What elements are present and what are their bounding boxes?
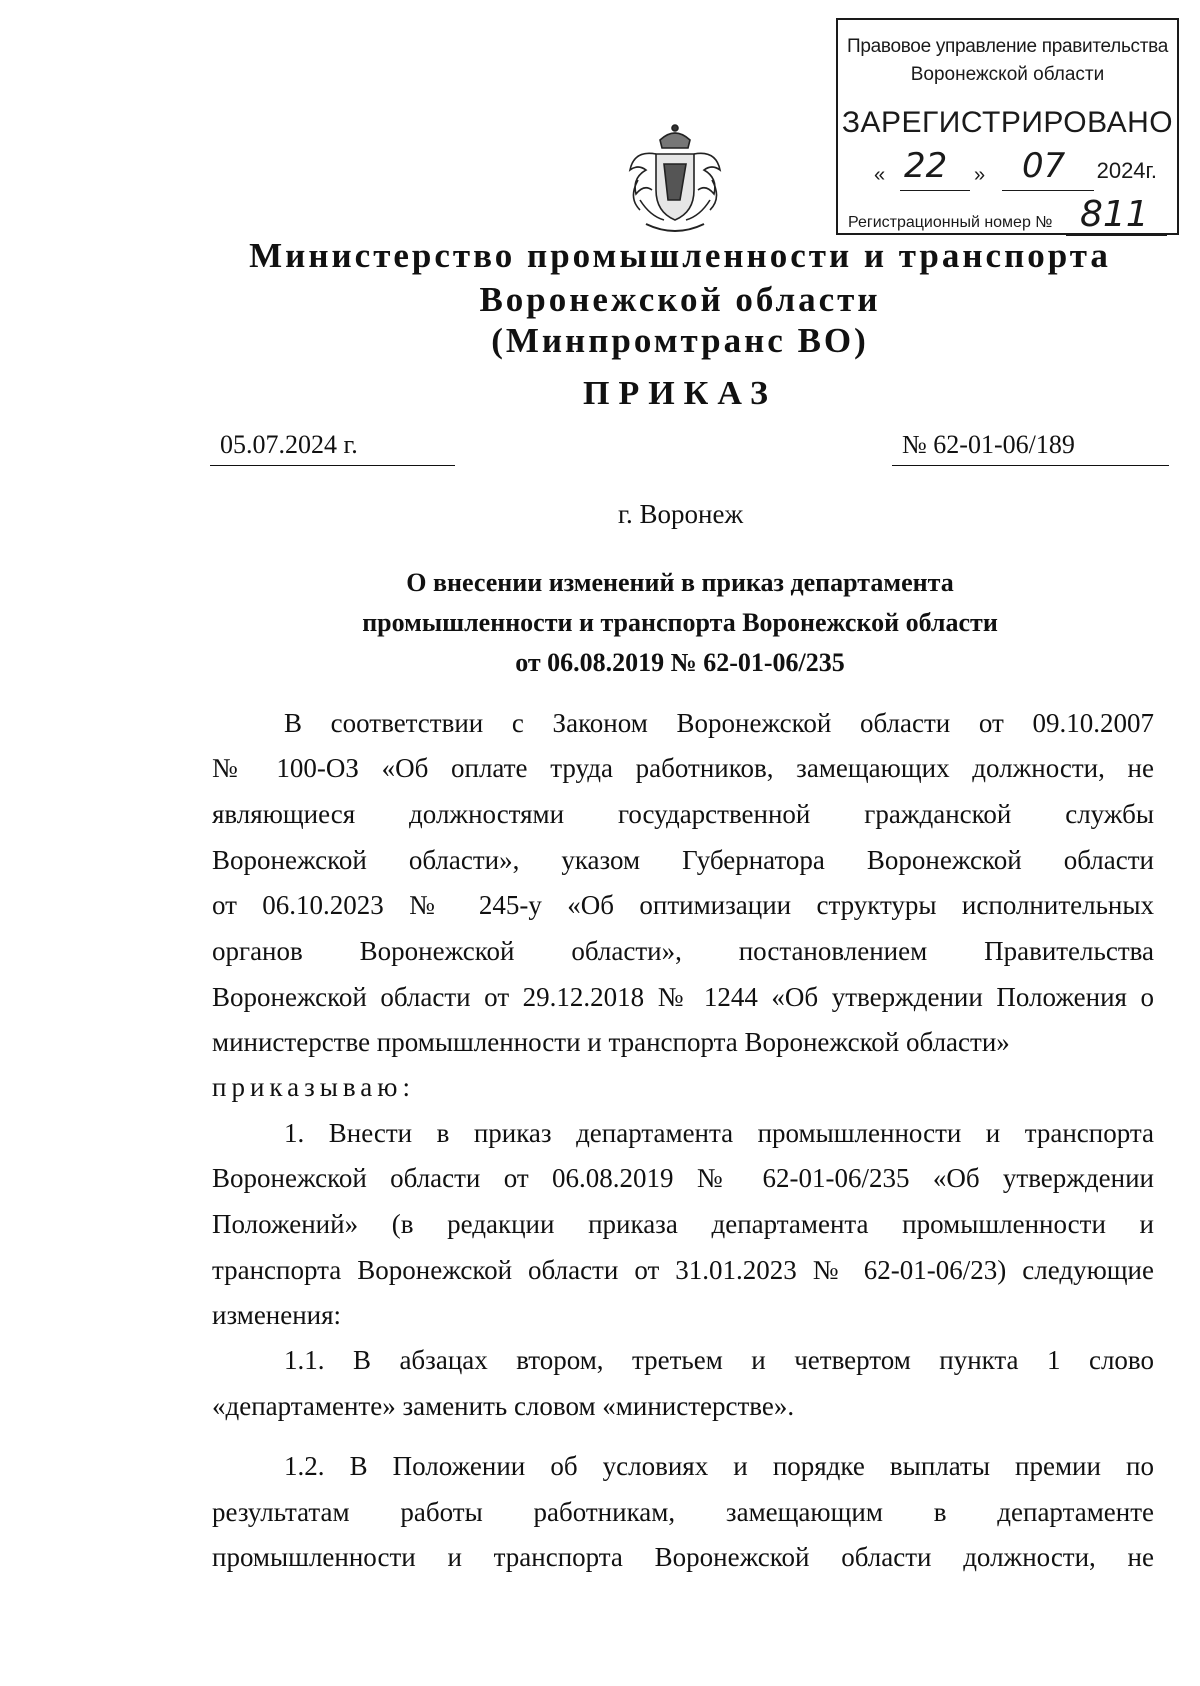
stamp-quote-close: » [974, 164, 986, 186]
stamp-day-underline [900, 190, 970, 191]
body-line: являющиеся должностями государственной гражданской службы [212, 799, 1154, 829]
body-line: промышленности и транспорта Воронежской области должности, не [212, 1542, 1154, 1572]
body-line: транспорта Воронежской области от 31.01.2023 № 62-01-06/23) следующие [212, 1255, 1154, 1285]
registration-stamp [836, 18, 1179, 235]
stamp-registered-label: ЗАРЕГИСТРИРОВАНО [841, 106, 1174, 139]
body-line: изменения: [212, 1300, 342, 1330]
stamp-quote-open: « [874, 164, 886, 186]
body-line: 1.2. В Положении об условиях и порядке выплаты премии по [284, 1451, 1154, 1481]
stamp-day: 22 [904, 146, 948, 186]
ministry-name-abbr: (Минпромтранс ВО) [491, 321, 869, 360]
body-line: 1. Внести в приказ департамента промышленности и транспорта [284, 1118, 1154, 1148]
stamp-org-line2: Воронежской области [910, 64, 1105, 85]
order-number-underline [892, 465, 1169, 466]
body-line: Воронежской области от 06.08.2019 № 62-01-06/235 «Об утверждении [212, 1163, 1154, 1193]
subject-line3: от 06.08.2019 № 62-01-06/235 [515, 648, 845, 677]
order-number: № 62-01-06/189 [902, 430, 1075, 459]
body-line: органов Воронежской области», постановлением Правительства [212, 936, 1154, 966]
coat-of-arms-icon [620, 120, 730, 238]
order-date-underline [210, 465, 455, 466]
stamp-number-label: Регистрационный номер № [848, 214, 1053, 231]
body-line: Воронежской области от 29.12.2018 № 1244 «Об утверждении Положения о [212, 982, 1154, 1012]
body-line: Воронежской области», указом Губернатора Воронежской области [212, 845, 1154, 875]
stamp-number-row [848, 194, 1167, 235]
order-city: г. Воронеж [618, 499, 744, 529]
order-date: 05.07.2024 г. [220, 430, 358, 459]
ministry-name-line2: Воронежской области [479, 280, 881, 319]
body-line: В соответствии с Законом Воронежской области от 09.10.2007 [284, 708, 1154, 738]
body-line: 1.1. В абзацах втором, третьем и четвертом пункта 1 слово [284, 1345, 1154, 1375]
body-line: Положений» (в редакции приказа департамента промышленности и [212, 1209, 1154, 1239]
body-line: «департаменте» заменить словом «министерстве». [212, 1391, 795, 1421]
body-line: от 06.10.2023 № 245-у «Об оптимизации структуры исполнительных [212, 890, 1154, 920]
stamp-date-row [874, 146, 1157, 190]
body-line: результатам работы работникам, замещающим в департаменте [212, 1497, 1154, 1527]
stamp-year: 2024г. [1096, 158, 1157, 183]
body-line: № 100-ОЗ «Об оплате труда работников, замещающих должности, не [212, 753, 1154, 783]
document-type-title: ПРИКАЗ [583, 375, 777, 412]
body-line: министерстве промышленности и транспорта Воронежской области» [212, 1027, 1010, 1057]
stamp-org-line1: Правовое управление правительства [846, 36, 1168, 57]
stamp-month-underline [1002, 190, 1094, 191]
stamp-month: 07 [1022, 146, 1066, 186]
body-line-prikazyvayu: приказываю: [212, 1072, 415, 1102]
subject-line2: промышленности и транспорта Воронежской области [362, 608, 998, 637]
stamp-number-value: 811 [1080, 194, 1149, 235]
ministry-name-line1: Министерство промышленности и транспорта [249, 236, 1111, 275]
subject-line1: О внесении изменений в приказ департамента [406, 568, 954, 597]
